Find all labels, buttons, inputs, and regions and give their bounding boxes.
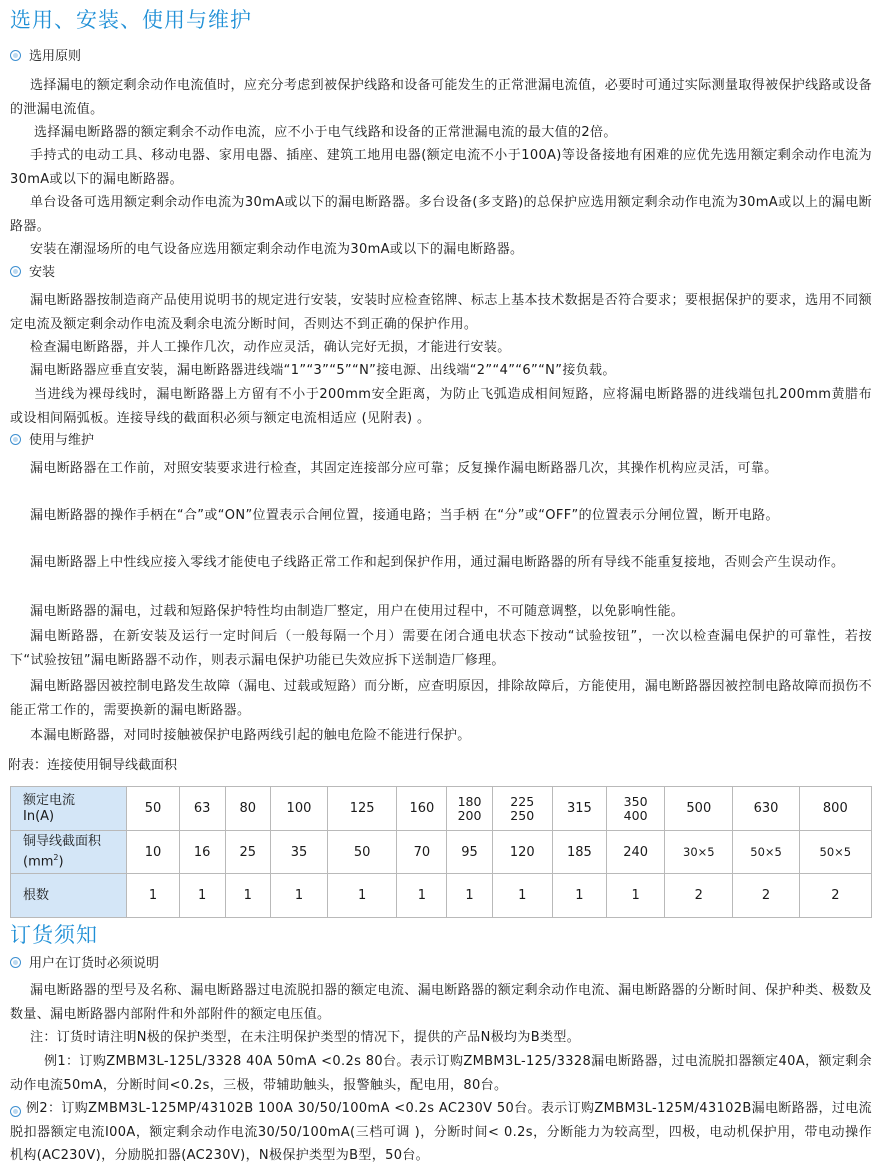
cell-value: 180 xyxy=(457,793,482,809)
cell-wire-section: 70 xyxy=(397,831,447,874)
cell-value: 800 xyxy=(822,801,848,816)
paragraph: 本漏电断路器，对同时接触被保护电路两线引起的触电危险不能进行保护。 xyxy=(30,728,471,743)
subheading-maintenance xyxy=(10,432,94,450)
subheading-selection xyxy=(10,48,81,66)
subheading-selection-label: 选用原则 xyxy=(29,49,82,64)
paragraph: 漏电断路器的漏电，过载和短路保护特性均由制造厂整定，用户在使用过程中，不可随意调整，以免影响性能。 xyxy=(30,604,685,619)
subheading-maintenance-label: 使用与维护 xyxy=(29,433,95,448)
paragraph: 例2：订购ZMBM3L-125MP/43102B 100A 30/50/100mA <0.2s AC230V 50台。表示订购ZMBM3L-125M/43102B漏电断路器，过电流脱扣器额定电流I00A，额定剩余动作电流30/50/100mA(三档可调 )，分断时间< 0.2s，分断能力为较高型，四极，电动机保护用，带电动操作机构(AC230V)，分励脱扣器(AC230V)，N极保护类型为B型，50台。 xyxy=(10,1101,872,1163)
paragraph: 例1：订购ZMBM3L-125L/3328 40A 50mA <0.2s 80台。表示订购ZMBM3L-125/3328漏电断路器，过电流脱扣器额定40A，额定剩余动作电流50mA，分断时间<0.2s，三极，带辅助触头，报警触头，配电用，80台。 xyxy=(10,1054,872,1093)
row-header-count: 根数 xyxy=(11,874,127,918)
bullet-icon xyxy=(10,50,21,61)
cell-value: 50 xyxy=(144,801,162,816)
subheading-order-requirements xyxy=(10,955,159,973)
bullet-icon xyxy=(10,434,21,445)
table-row xyxy=(11,874,872,918)
paragraph: 选择漏电的额定剩余动作电流值时，应充分考虑到被保护线路和设备可能发生的正常泄漏电流值，必要时可通过实际测量取得被保护线路或设备的泄漏电流值。 xyxy=(10,78,872,117)
cell-rated-current xyxy=(665,787,733,831)
cell-rated-current xyxy=(397,787,447,831)
subheading-order-label: 用户在订货时必须说明 xyxy=(29,956,160,971)
cell-value: 630 xyxy=(753,801,779,816)
paragraph: 漏电断路器因被控制电路发生故障（漏电、过载或短路）而分断，应查明原因，排除故障后，方能使用，漏电断路器因被控制电路故障而损伤不能正常工作的，需要换新的漏电断路器。 xyxy=(10,679,872,718)
cell-value: 250 xyxy=(510,807,535,823)
cell-rated-current xyxy=(328,787,397,831)
cell-rated-current xyxy=(799,787,871,831)
cell-count: 1 xyxy=(607,874,665,918)
cell-value: 125 xyxy=(349,801,375,816)
cell-wire-section: 240 xyxy=(607,831,665,874)
cell-rated-current xyxy=(447,787,492,831)
row-header-line: In(A) xyxy=(23,808,55,824)
cell-rated-current xyxy=(225,787,270,831)
paragraph: 漏电断路器的操作手柄在“合”或“ON”位置表示合闸位置，接通电路；当手柄 在“分”或“OFF”的位置表示分闸位置，断开电路。 xyxy=(30,508,779,523)
cell-value: 400 xyxy=(623,807,648,823)
subheading-installation xyxy=(10,264,55,282)
cell-rated-current xyxy=(270,787,327,831)
cell-wire-section: 50×5 xyxy=(733,831,799,874)
cell-rated-current xyxy=(127,787,179,831)
cell-rated-current xyxy=(607,787,665,831)
cell-rated-current xyxy=(733,787,799,831)
cell-value: 160 xyxy=(409,801,435,816)
paragraph: 当进线为裸母线时，漏电断路器上方留有不小于200mm安全距离，为防止飞弧造成相间短路，应将漏电断路器的进线端包扎200mm黄腊布或设相间隔弧板。连接导线的截面积必须与额定电流相适应 (见附表) 。 xyxy=(10,387,872,426)
cell-wire-section: 50×5 xyxy=(799,831,871,874)
cell-value: 350 xyxy=(623,793,648,809)
cell-count: 1 xyxy=(552,874,606,918)
paragraph: 漏电断路器在工作前，对照安装要求进行检查，其固定连接部分应可靠；反复操作漏电断路器几次，其操作机构应灵活，可靠。 xyxy=(30,461,778,476)
paragraph: 选择漏电断路器的额定剩余不动作电流，应不小于电气线路和设备的正常泄漏电流的最大值的2倍。 xyxy=(34,125,617,140)
section-title-ordering: 订货须知 xyxy=(10,923,98,947)
paragraph: 注：订货时请注明N极的保护类型，在未注明保护类型的情况下，提供的产品N极均为B类型。 xyxy=(30,1030,581,1045)
cell-count: 2 xyxy=(733,874,799,918)
paragraph: 漏电断路器的型号及名称、漏电断路器过电流脱扣器的额定电流、漏电断路器的额定剩余动作电流、漏电断路器的分断时间、保护种类、极数及数量、漏电断路器内部附件和外部附件的额定电压值。 xyxy=(10,983,872,1022)
cell-value: 80 xyxy=(239,801,257,816)
unit-superscript: 2 xyxy=(53,852,59,862)
cell-wire-section: 10 xyxy=(127,831,179,874)
cell-wire-section: 50 xyxy=(328,831,397,874)
paragraph: 手持式的电动工具、移动电器、家用电器、插座、建筑工地用电器(额定电流不小于100A)等设备接地有困难的应优先选用额定剩余动作电流为30mA或以下的漏电断路器。 xyxy=(10,148,872,187)
unit-text: (mm xyxy=(23,854,54,870)
subheading-installation-label: 安装 xyxy=(29,265,56,280)
cell-wire-section: 16 xyxy=(179,831,225,874)
cell-wire-section: 95 xyxy=(447,831,492,874)
cell-rated-current xyxy=(179,787,225,831)
cell-count: 1 xyxy=(397,874,447,918)
row-header-wire-section xyxy=(11,831,127,874)
cell-value: 315 xyxy=(567,801,592,816)
unit-close: ) xyxy=(58,854,64,870)
cell-wire-section: 30×5 xyxy=(665,831,733,874)
cell-count: 1 xyxy=(179,874,225,918)
bullet-icon xyxy=(10,266,21,277)
row-header-line: 额定电流 xyxy=(23,792,76,808)
cell-rated-current xyxy=(492,787,552,831)
cell-count: 1 xyxy=(127,874,179,918)
cell-value: 200 xyxy=(457,807,482,823)
cell-wire-section: 25 xyxy=(225,831,270,874)
cell-value: 500 xyxy=(686,801,712,816)
cell-wire-section: 185 xyxy=(552,831,606,874)
cell-value: 100 xyxy=(286,801,312,816)
row-header-line: 铜导线截面积 xyxy=(23,833,102,849)
table-row xyxy=(11,831,872,874)
cell-count: 1 xyxy=(447,874,492,918)
paragraph: 漏电断路器，在新安装及运行一定时间后（一般每隔一个月）需要在闭合通电状态下按动“试验按钮”，一次以检查漏电保护的可靠性，若按下“试验按钮”漏电断路器不动作，则表示漏电保护功能已失效应拆下送制造厂修理。 xyxy=(10,629,872,668)
bullet-icon xyxy=(10,957,21,968)
cell-value: 225 xyxy=(510,793,535,809)
cell-count: 2 xyxy=(799,874,871,918)
paragraph: 漏电断路器应垂直安装，漏电断路器进线端“1”“3”“5”“N”接电源、出线端“2”“4”“6”“N”接负载。 xyxy=(30,363,616,378)
paragraph: 单台设备可选用额定剩余动作电流为30mA或以下的漏电断路器。多台设备(多支路)的总保护应选用额定剩余动作电流为30mA或以上的漏电断路器。 xyxy=(10,195,872,234)
cell-count: 1 xyxy=(492,874,552,918)
cell-count: 1 xyxy=(328,874,397,918)
cell-wire-section: 35 xyxy=(270,831,327,874)
section-title-usage: 选用、安装、使用与维护 xyxy=(10,8,252,32)
paragraph: 检查漏电断路器，并人工操作几次，动作应灵活，确认完好无损，才能进行安装。 xyxy=(30,340,511,355)
copper-wire-table xyxy=(10,786,872,918)
paragraph: 漏电断路器按制造商产品使用说明书的规定进行安装，安装时应检查铭牌、标志上基本技术数据是否符合要求；要根据保护的要求，选用不同额定电流及额定剩余动作电流及剩余电流分断时间，否则达不到正确的保护作用。 xyxy=(10,293,872,332)
cell-count: 2 xyxy=(665,874,733,918)
row-header-rated-current xyxy=(11,787,127,831)
cell-rated-current xyxy=(552,787,606,831)
row-header-line xyxy=(23,850,126,870)
table-row xyxy=(11,787,872,831)
cell-wire-section: 120 xyxy=(492,831,552,874)
cell-count: 1 xyxy=(225,874,270,918)
table-caption: 附表：连接使用铜导线截面积 xyxy=(8,758,178,773)
cell-value: 63 xyxy=(193,801,211,816)
paragraph: 漏电断路器上中性线应接入零线才能使电子线路正常工作和起到保护作用，通过漏电断路器的所有导线不能重复接地，否则会产生误动作。 xyxy=(30,555,845,570)
cell-count: 1 xyxy=(270,874,327,918)
paragraph: 安装在潮湿场所的电气设备应选用额定剩余动作电流为30mA或以下的漏电断路器。 xyxy=(30,242,524,257)
